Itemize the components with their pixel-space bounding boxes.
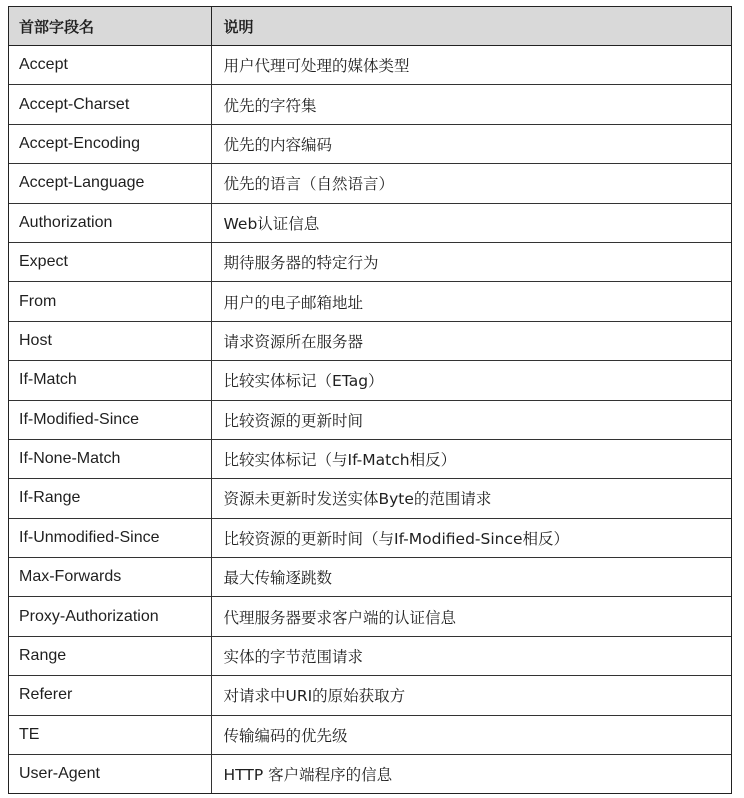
table-row (9, 321, 731, 360)
field-name-cell: Max-Forwards (9, 558, 211, 597)
table-row (9, 755, 731, 794)
field-name-cell: Authorization (9, 203, 211, 242)
field-name-cell: If-Match (9, 361, 211, 400)
description-cell: HTTP 客户端程序的信息 (211, 755, 731, 794)
description-cell: 代理服务器要求客户端的认证信息 (211, 597, 731, 636)
description-cell: 资源未更新时发送实体Byte的范围请求 (211, 479, 731, 518)
field-name-cell: Range (9, 636, 211, 675)
field-name-cell: From (9, 282, 211, 321)
request-header-fields-table (9, 7, 731, 793)
table-row (9, 203, 731, 242)
header-fields-table-container (8, 6, 732, 794)
table-row (9, 479, 731, 518)
table-row (9, 439, 731, 478)
description-cell: 比较资源的更新时间 (211, 400, 731, 439)
table-row (9, 558, 731, 597)
description-cell: 比较实体标记（ETag） (211, 361, 731, 400)
field-name-cell: Referer (9, 676, 211, 715)
field-name-cell: Accept-Charset (9, 85, 211, 124)
description-cell: 优先的字符集 (211, 85, 731, 124)
table-row (9, 715, 731, 754)
table-header (9, 7, 731, 46)
field-name-cell: If-Modified-Since (9, 400, 211, 439)
table-row (9, 124, 731, 163)
field-name-cell: Accept-Encoding (9, 124, 211, 163)
description-cell: 期待服务器的特定行为 (211, 242, 731, 281)
table-header-row (9, 7, 731, 46)
field-name-cell: Accept-Language (9, 164, 211, 203)
field-name-cell: Expect (9, 242, 211, 281)
description-cell: 用户代理可处理的媒体类型 (223, 57, 410, 76)
description-cell: 优先的语言（自然语言） (211, 164, 731, 203)
description-cell: Web认证信息 (211, 203, 731, 242)
field-name-cell: Host (9, 321, 211, 360)
description-cell: 对请求中URI的原始获取方 (211, 676, 731, 715)
field-name-cell: TE (9, 715, 211, 754)
column-header-description: 说明 (211, 7, 731, 46)
field-name-cell: If-Range (9, 479, 211, 518)
field-name-cell: If-Unmodified-Since (9, 518, 211, 557)
description-cell: 最大传输逐跳数 (211, 558, 731, 597)
table-row (9, 282, 731, 321)
table-row (9, 676, 731, 715)
description-cell: 请求资源所在服务器 (211, 321, 731, 360)
field-name-cell: Accept (9, 46, 211, 85)
description-cell: 比较实体标记（与If-Match相反） (211, 439, 731, 478)
description-cell: 优先的内容编码 (211, 124, 731, 163)
table-row (9, 164, 731, 203)
description-cell: 用户的电子邮箱地址 (211, 282, 731, 321)
table-row (9, 85, 731, 124)
description-cell: 实体的字节范围请求 (211, 636, 731, 675)
table-row (9, 46, 731, 85)
table-row (9, 400, 731, 439)
field-name-cell: Proxy-Authorization (9, 597, 211, 636)
table-row (9, 361, 731, 400)
table-row (9, 636, 731, 675)
table-row (9, 518, 731, 557)
table-row (9, 242, 731, 281)
column-header-field-name: 首部字段名 (9, 7, 211, 46)
description-cell: 传输编码的优先级 (211, 715, 731, 754)
table-row (9, 597, 731, 636)
field-name-cell: If-None-Match (9, 439, 211, 478)
table-body (9, 46, 731, 794)
description-cell: 比较资源的更新时间（与If-Modified-Since相反） (211, 518, 731, 557)
field-name-cell: User-Agent (9, 755, 211, 794)
